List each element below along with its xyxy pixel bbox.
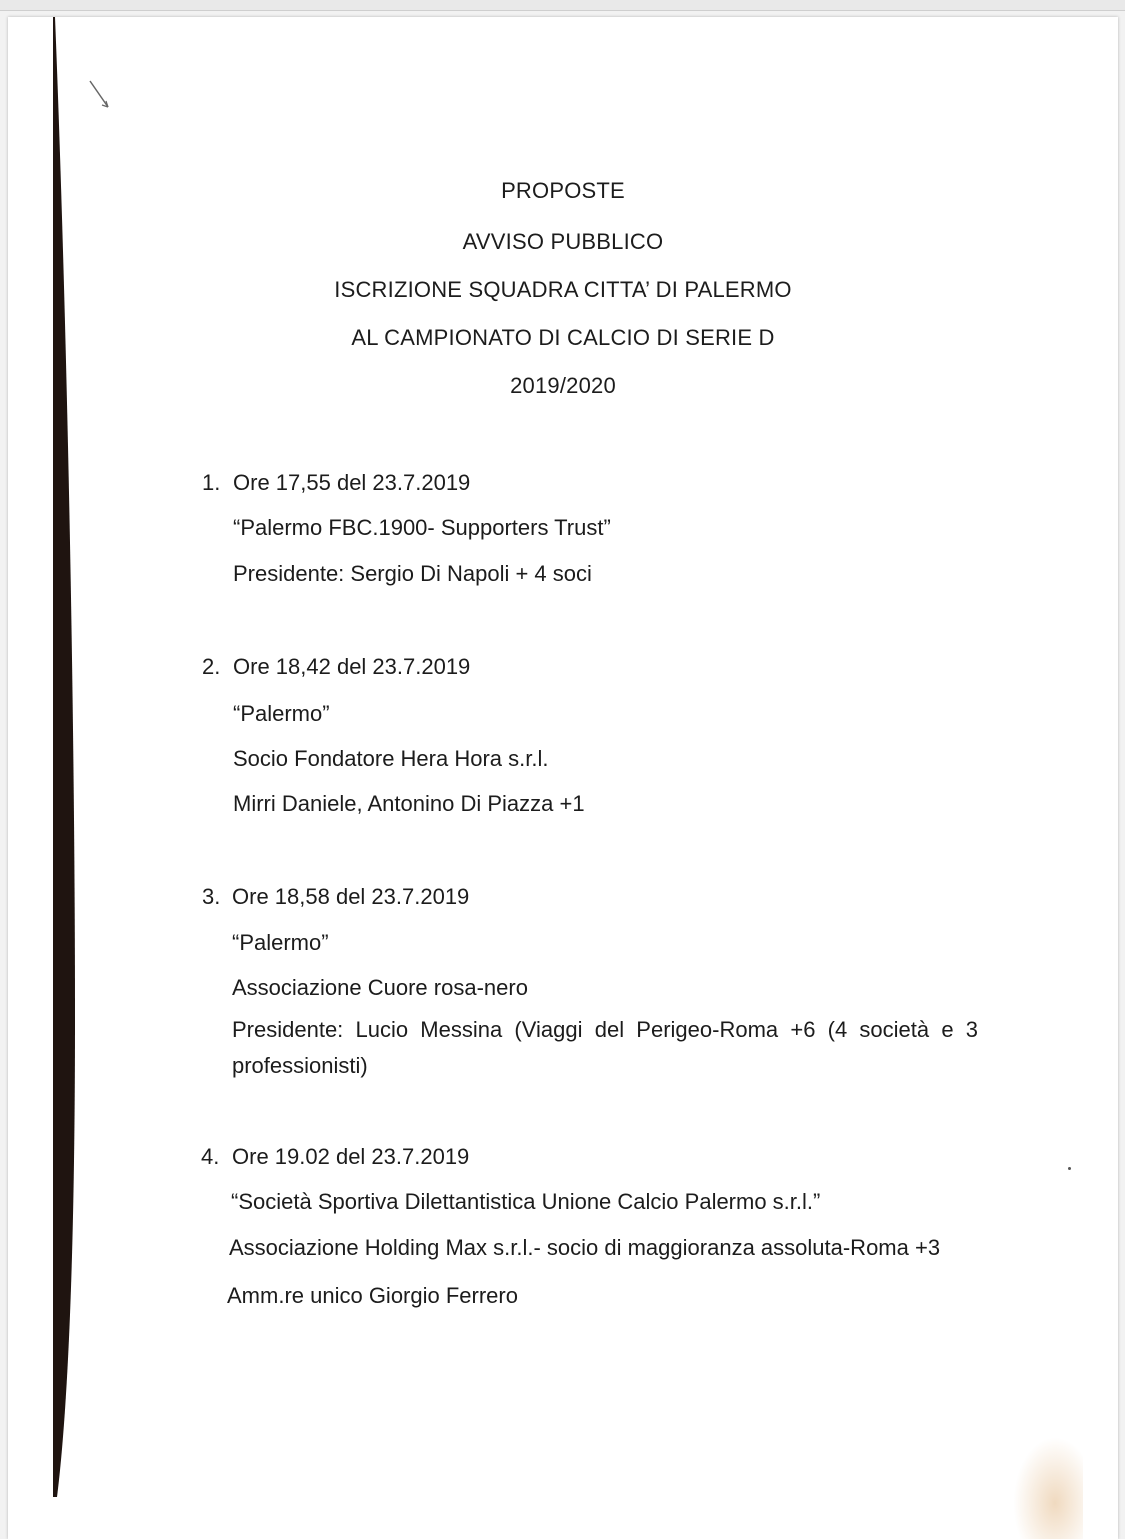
item-time: Ore 19.02 del 23.7.2019 xyxy=(232,1144,470,1169)
item-detail-justified: Presidente: Lucio Messina (Viaggi del Perigeo-Roma +6 (4 società e 3 xyxy=(232,1017,978,1042)
item-team-name: “Palermo” xyxy=(233,701,330,726)
item-time: Ore 18,58 del 23.7.2019 xyxy=(232,884,470,909)
item-detail: Presidente: Sergio Di Napoli + 4 soci xyxy=(233,561,592,586)
item-time: Ore 18,42 del 23.7.2019 xyxy=(233,654,471,679)
item-time: Ore 17,55 del 23.7.2019 xyxy=(233,470,471,495)
item-number: 2. xyxy=(202,654,221,679)
item-number: 1. xyxy=(202,470,221,495)
item-number: 3. xyxy=(202,884,221,909)
paper-speck xyxy=(1068,1167,1071,1170)
item-team-name: “Palermo FBC.1900- Supporters Trust” xyxy=(233,515,611,540)
heading-campionato: AL CAMPIONATO DI CALCIO DI SERIE D xyxy=(351,325,775,350)
item-number: 4. xyxy=(201,1144,220,1169)
item-detail: professionisti) xyxy=(232,1053,368,1078)
item-team-name: “Palermo” xyxy=(232,930,329,955)
paper-stain xyxy=(1013,1437,1083,1539)
pen-mark xyxy=(86,79,116,119)
viewer-top-bar xyxy=(0,0,1125,11)
heading-proposte: PROPOSTE xyxy=(501,178,625,203)
item-detail: Associazione Cuore rosa-nero xyxy=(232,975,528,1000)
item-detail: Amm.re unico Giorgio Ferrero xyxy=(227,1283,518,1308)
item-detail: Socio Fondatore Hera Hora s.r.l. xyxy=(233,746,549,771)
heading-avviso: AVVISO PUBBLICO xyxy=(462,229,664,254)
item-detail: Mirri Daniele, Antonino Di Piazza +1 xyxy=(233,791,585,816)
item-team-name: “Società Sportiva Dilettantistica Unione Calcio Palermo s.r.l.” xyxy=(231,1189,821,1214)
document-page xyxy=(8,17,1118,1539)
heading-season: 2019/2020 xyxy=(510,373,616,398)
heading-iscrizione: ISCRIZIONE SQUADRA CITTA’ DI PALERMO xyxy=(334,277,792,302)
item-detail: Associazione Holding Max s.r.l.- socio di maggioranza assoluta-Roma +3 xyxy=(229,1235,941,1260)
